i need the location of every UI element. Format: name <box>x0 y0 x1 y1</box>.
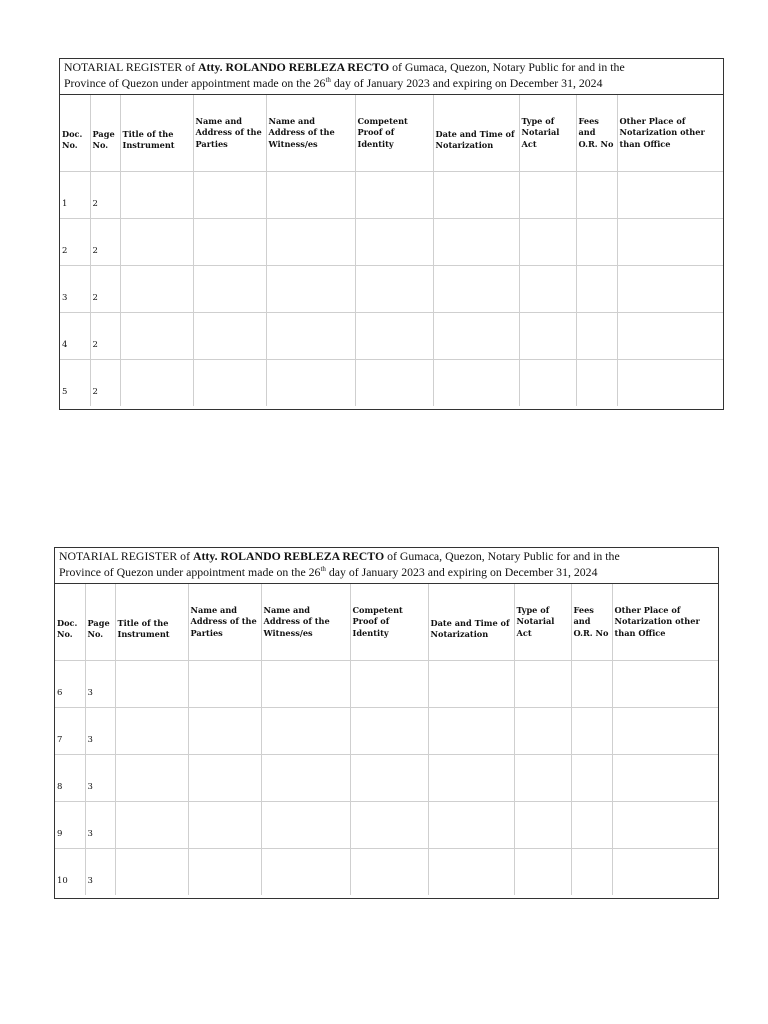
empty-cell <box>519 360 576 407</box>
empty-cell <box>514 755 571 802</box>
empty-cell <box>433 313 519 360</box>
empty-cell <box>617 172 723 219</box>
empty-cell <box>193 313 266 360</box>
empty-cell <box>617 219 723 266</box>
empty-cell <box>350 802 428 849</box>
col-title-instrument: Title of the Instrument <box>120 95 193 172</box>
empty-cell <box>514 661 571 708</box>
page-no-cell: 2 <box>90 313 120 360</box>
table-row <box>55 802 718 849</box>
empty-cell <box>355 219 433 266</box>
empty-cell <box>571 708 612 755</box>
doc-no-cell: 3 <box>60 266 90 313</box>
empty-cell <box>428 755 514 802</box>
doc-no-cell: 2 <box>60 219 90 266</box>
empty-cell <box>193 172 266 219</box>
page-no-cell: 3 <box>85 708 115 755</box>
register-header-line2-end: day of January 2023 and expiring on December 31, 2024 <box>325 564 598 579</box>
table-row <box>55 849 718 896</box>
empty-cell <box>120 313 193 360</box>
register-header-prefix: NOTARIAL REGISTER of <box>64 60 198 74</box>
empty-cell <box>261 755 350 802</box>
register-grid <box>60 95 723 406</box>
empty-cell <box>193 266 266 313</box>
page-no-cell: 3 <box>85 755 115 802</box>
empty-cell <box>617 266 723 313</box>
register-header-prefix: NOTARIAL REGISTER of <box>59 549 193 563</box>
empty-cell <box>612 661 718 708</box>
page-no-cell: 2 <box>90 172 120 219</box>
empty-cell <box>514 802 571 849</box>
table-row <box>60 266 723 313</box>
ordinal-suffix: th <box>325 75 331 84</box>
col-other-place: Other Place of Notarization other than Office <box>617 95 723 172</box>
empty-cell <box>571 755 612 802</box>
col-doc-no: Doc. No. <box>57 617 78 639</box>
doc-no-cell: 9 <box>55 802 85 849</box>
empty-cell <box>571 802 612 849</box>
doc-no-cell: 8 <box>55 755 85 802</box>
col-proof-identity: Competent Proof of Identity <box>355 95 433 172</box>
table-row <box>55 708 718 755</box>
page-no-cell: 2 <box>90 219 120 266</box>
col-witnesses: Name and Address of the Witness/es <box>266 95 355 172</box>
col-fees-or: Fees and O.R. No <box>576 95 617 172</box>
empty-cell <box>120 266 193 313</box>
empty-cell <box>514 708 571 755</box>
empty-cell <box>261 849 350 896</box>
col-date-time: Date and Time of Notarization <box>433 95 519 172</box>
table-row <box>60 360 723 407</box>
empty-cell <box>350 661 428 708</box>
ordinal-suffix: th <box>320 564 326 573</box>
table-row <box>55 755 718 802</box>
register-header-line2: Province of Quezon under appointment made on the 26 <box>64 75 326 90</box>
empty-cell <box>612 802 718 849</box>
col-proof-identity: Competent Proof of Identity <box>350 584 428 661</box>
page-no-cell: 3 <box>85 661 115 708</box>
register-header-line2-end: day of January 2023 and expiring on December 31, 2024 <box>330 75 603 90</box>
empty-cell <box>350 708 428 755</box>
col-date-time: Date and Time of Notarization <box>428 584 514 661</box>
attorney-name: Atty. ROLANDO REBLEZA RECTO <box>192 549 385 563</box>
empty-cell <box>261 661 350 708</box>
empty-cell <box>261 802 350 849</box>
empty-cell <box>576 219 617 266</box>
empty-cell <box>612 755 718 802</box>
empty-cell <box>576 172 617 219</box>
empty-cell <box>193 219 266 266</box>
empty-cell <box>612 849 718 896</box>
doc-no-cell: 6 <box>55 661 85 708</box>
table-row <box>60 219 723 266</box>
empty-cell <box>188 755 261 802</box>
doc-no-cell: 7 <box>55 708 85 755</box>
empty-cell <box>355 360 433 407</box>
doc-no-cell: 1 <box>60 172 90 219</box>
empty-cell <box>188 849 261 896</box>
col-page-no: Page No. <box>90 95 120 172</box>
empty-cell <box>433 172 519 219</box>
empty-cell <box>617 360 723 407</box>
empty-cell <box>266 172 355 219</box>
column-header-row <box>55 584 718 661</box>
register-header <box>55 548 718 584</box>
col-other-place: Other Place of Notarization other than Office <box>612 584 718 661</box>
empty-cell <box>188 661 261 708</box>
empty-cell <box>571 849 612 896</box>
doc-no-cell: 10 <box>55 849 85 896</box>
col-parties: Name and Address of the Parties <box>188 584 261 661</box>
empty-cell <box>120 219 193 266</box>
col-witnesses: Name and Address of the Witness/es <box>261 584 350 661</box>
register-header <box>60 59 723 95</box>
empty-cell <box>519 172 576 219</box>
empty-cell <box>188 802 261 849</box>
empty-cell <box>355 172 433 219</box>
empty-cell <box>261 708 350 755</box>
page-no-cell: 2 <box>90 266 120 313</box>
empty-cell <box>115 755 188 802</box>
register-header-line1: of Gumaca, Quezon, Notary Public for and in the <box>384 549 620 563</box>
register-header-line2: Province of Quezon under appointment made on the 26 <box>59 564 321 579</box>
page-no-cell: 2 <box>90 360 120 407</box>
empty-cell <box>576 266 617 313</box>
empty-cell <box>266 313 355 360</box>
empty-cell <box>193 360 266 407</box>
empty-cell <box>115 802 188 849</box>
empty-cell <box>519 219 576 266</box>
col-fees-or: Fees and O.R. No <box>571 584 612 661</box>
table-row <box>60 313 723 360</box>
empty-cell <box>266 360 355 407</box>
column-header-row <box>60 95 723 172</box>
empty-cell <box>355 313 433 360</box>
empty-cell <box>576 313 617 360</box>
table-row <box>55 661 718 708</box>
register-grid <box>55 584 718 895</box>
empty-cell <box>433 360 519 407</box>
notarial-register-table <box>59 58 724 410</box>
empty-cell <box>433 266 519 313</box>
empty-cell <box>115 849 188 896</box>
col-notarial-act: Type of Notarial Act <box>514 584 571 661</box>
empty-cell <box>519 313 576 360</box>
empty-cell <box>266 219 355 266</box>
col-parties: Name and Address of the Parties <box>193 95 266 172</box>
empty-cell <box>576 360 617 407</box>
empty-cell <box>188 708 261 755</box>
empty-cell <box>428 802 514 849</box>
empty-cell <box>350 849 428 896</box>
empty-cell <box>617 313 723 360</box>
empty-cell <box>612 708 718 755</box>
empty-cell <box>428 708 514 755</box>
page-no-cell: 3 <box>85 802 115 849</box>
doc-no-cell: 4 <box>60 313 90 360</box>
empty-cell <box>428 849 514 896</box>
notarial-register-table <box>54 547 719 899</box>
empty-cell <box>120 360 193 407</box>
attorney-name: Atty. ROLANDO REBLEZA RECTO <box>197 60 390 74</box>
empty-cell <box>115 708 188 755</box>
col-page-no: Page No. <box>85 584 115 661</box>
empty-cell <box>519 266 576 313</box>
empty-cell <box>514 849 571 896</box>
empty-cell <box>433 219 519 266</box>
empty-cell <box>428 661 514 708</box>
empty-cell <box>120 172 193 219</box>
page-no-cell: 3 <box>85 849 115 896</box>
empty-cell <box>115 661 188 708</box>
table-row <box>60 172 723 219</box>
empty-cell <box>266 266 355 313</box>
register-header-line1: of Gumaca, Quezon, Notary Public for and in the <box>389 60 625 74</box>
empty-cell <box>355 266 433 313</box>
col-title-instrument: Title of the Instrument <box>115 584 188 661</box>
empty-cell <box>571 661 612 708</box>
col-notarial-act: Type of Notarial Act <box>519 95 576 172</box>
col-doc-no: Doc. No. <box>62 128 83 150</box>
empty-cell <box>350 755 428 802</box>
doc-no-cell: 5 <box>60 360 90 407</box>
